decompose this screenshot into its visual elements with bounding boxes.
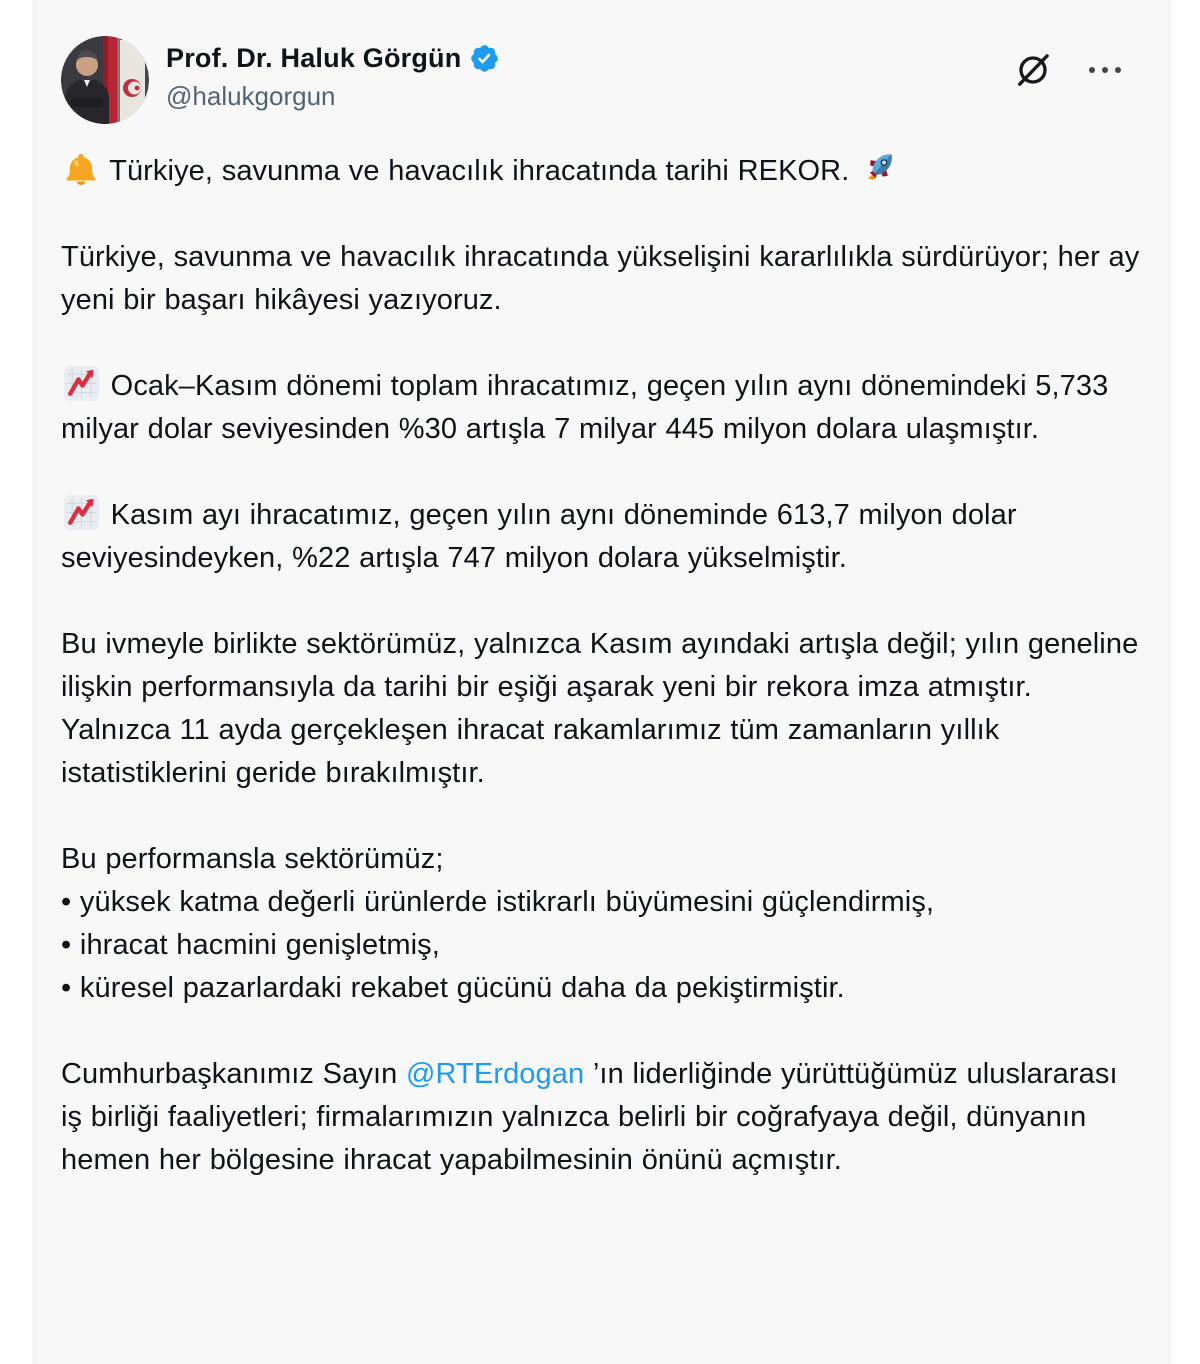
grok-icon <box>1013 50 1053 90</box>
user-handle[interactable]: @halukgorgun <box>166 81 336 111</box>
display-name[interactable]: Prof. Dr. Haluk Görgün <box>166 43 462 73</box>
bell-emoji-icon <box>63 151 99 187</box>
tweet-card <box>33 0 1170 1364</box>
user-info <box>166 36 500 112</box>
header-actions <box>1009 36 1141 94</box>
tweet-paragraph: Bu ivmeyle birlikte sektörümüz, yalnızca Kasım ayındaki artışla değil; yılın geneline ilişkin performansıyla da tarihi bir eşiği aşarak yeni bir rekora imza atmıştır. Yalnızca 11 ayda gerçekleşen ihracat rakamlarımız tüm zamanların yıllık istatistiklerini geride bırakılmıştır. <box>61 628 1139 789</box>
tweet-paragraph: Cumhurbaşkanımız Sayın @RTErdogan ’ın liderliğinde yürüttüğümüz uluslararası iş birliği faaliyetleri; firmalarımızın yalnızca belirli bir coğrafyaya değil, dünyanın hemen her bölgesine ihracat yapabilmesinin önünü açmıştır. <box>61 1058 1118 1176</box>
more-button[interactable] <box>1081 59 1129 81</box>
grok-button[interactable] <box>1009 46 1057 94</box>
rocket-emoji-icon <box>860 147 900 187</box>
tweet-paragraph: Ocak–Kasım dönemi toplam ihracatımız, geçen yılın aynı dönemindeki 5,733 milyar dolar seviyesinden %30 artışla 7 milyar 445 milyon dolara ulaşmıştır. <box>61 365 1143 451</box>
tweet-header <box>61 36 1141 124</box>
tweet-paragraph: Türkiye, savunma ve havacılık ihracatında yükselişini kararlılıkla sürdürüyor; her ay yeni bir başarı hikâyesi yazıyoruz. <box>61 241 1140 316</box>
tweet-paragraph: Kasım ayı ihracatımız, geçen yılın aynı döneminde 613,7 milyon dolar seviyesindeyken, %22 artışla 747 milyon dolara yükselmiştir. <box>61 494 1143 580</box>
verified-badge-icon <box>469 43 500 74</box>
tweet-paragraph: Türkiye, savunma ve havacılık ihracatında tarihi REKOR. <box>61 147 1143 193</box>
mention-link[interactable]: @RTErdogan <box>406 1058 585 1090</box>
tweet-body <box>61 147 1143 1182</box>
more-menu-icon <box>1085 63 1125 77</box>
name-row <box>166 43 500 74</box>
tweet-paragraph: Bu performansla sektörümüz; • yüksek katma değerli ürünlerde istikrarlı büyümesini güçlendirmiş, • ihracat hacmini genişletmiş, • küresel pazarlardaki rekabet gücünü daha da pekiştirmiştir. <box>61 843 935 1004</box>
chart-increasing-emoji-icon <box>63 494 100 531</box>
avatar-image <box>61 36 149 124</box>
chart-increasing-emoji-icon <box>63 365 100 402</box>
profile-avatar[interactable] <box>61 36 149 124</box>
